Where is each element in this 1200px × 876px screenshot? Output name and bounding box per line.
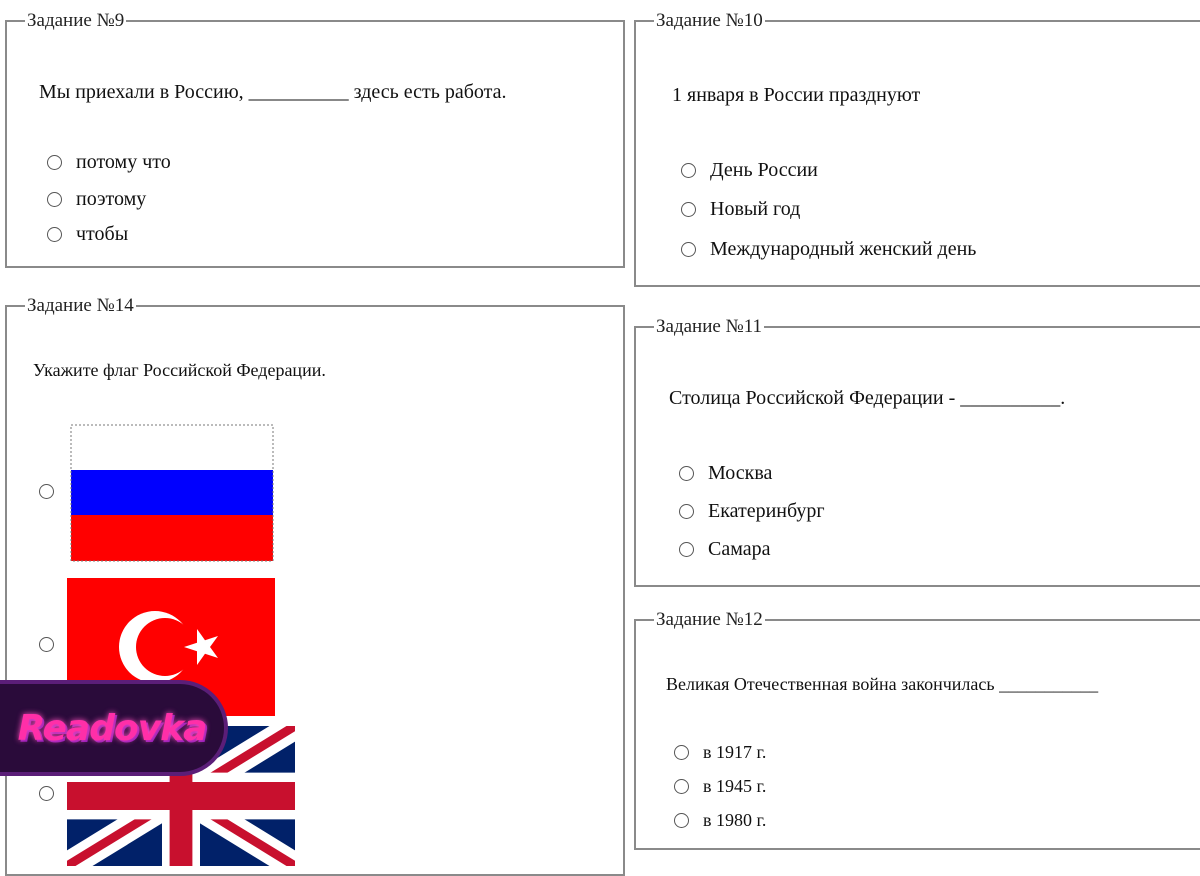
task-12-question: Великая Отечественная война закончилась ___________	[666, 674, 1099, 694]
task-11-question: Столица Российской Федерации - __________.	[669, 387, 1066, 409]
radio-button-flag-1[interactable]	[39, 484, 54, 499]
radio-button[interactable]	[681, 163, 696, 178]
task-14-fieldset	[5, 296, 625, 876]
task-14-legend: Задание №14	[27, 295, 134, 316]
task-11-legend: Задание №11	[656, 316, 762, 337]
option-label: в 1980 г.	[703, 810, 767, 830]
task-14-question: Укажите флаг Российской Федерации.	[33, 360, 326, 380]
readovka-logo-icon	[0, 680, 228, 776]
task-9-question: Мы приехали в Россию, __________ здесь есть работа.	[39, 81, 507, 103]
flag-russia-icon[interactable]	[70, 424, 274, 562]
radio-button[interactable]	[47, 155, 62, 170]
radio-button[interactable]	[47, 227, 62, 242]
task-10-option-1[interactable]	[681, 159, 818, 182]
task-10-fieldset	[634, 11, 1200, 287]
radio-button-flag-3[interactable]	[39, 786, 54, 801]
radio-button[interactable]	[674, 813, 689, 828]
radio-button-flag-2[interactable]	[39, 637, 54, 652]
task-11-fieldset	[634, 317, 1200, 587]
radio-button[interactable]	[681, 202, 696, 217]
radio-button[interactable]	[679, 466, 694, 481]
task-9-option-2[interactable]	[47, 188, 146, 211]
task-12-fieldset	[634, 610, 1200, 850]
task-11-option-1[interactable]	[679, 462, 772, 485]
task-12-option-2[interactable]	[674, 776, 766, 797]
task-11-option-2[interactable]	[679, 500, 825, 523]
option-label: Москва	[708, 462, 773, 484]
task-12-option-1[interactable]	[674, 742, 766, 763]
option-label: Екатеринбург	[708, 500, 825, 522]
watermark-text: Readovka	[17, 707, 207, 749]
radio-button[interactable]	[674, 779, 689, 794]
task-9-fieldset	[5, 11, 625, 268]
task-10-option-3[interactable]	[681, 238, 976, 261]
task-10-question: 1 января в России празднуют	[672, 84, 921, 106]
option-label: День России	[710, 159, 818, 181]
task-11-option-3[interactable]	[679, 538, 771, 561]
task-9-option-3[interactable]	[47, 223, 128, 246]
task-10-option-2[interactable]	[681, 198, 800, 221]
option-label: Международный женский день	[710, 238, 977, 260]
radio-button[interactable]	[679, 504, 694, 519]
option-label: Самара	[708, 538, 771, 560]
option-label: чтобы	[76, 223, 129, 245]
radio-button[interactable]	[47, 192, 62, 207]
task-12-option-3[interactable]	[674, 810, 766, 831]
task-9-legend: Задание №9	[27, 10, 125, 31]
radio-button[interactable]	[681, 242, 696, 257]
option-label: Новый год	[710, 198, 801, 220]
task-12-legend: Задание №12	[656, 609, 763, 630]
radio-button[interactable]	[679, 542, 694, 557]
option-label: поэтому	[76, 188, 147, 210]
task-10-legend: Задание №10	[656, 10, 763, 31]
option-label: в 1917 г.	[703, 742, 767, 762]
option-label: в 1945 г.	[703, 776, 767, 796]
option-label: потому что	[76, 151, 171, 173]
radio-button[interactable]	[674, 745, 689, 760]
task-9-option-1[interactable]	[47, 151, 171, 174]
